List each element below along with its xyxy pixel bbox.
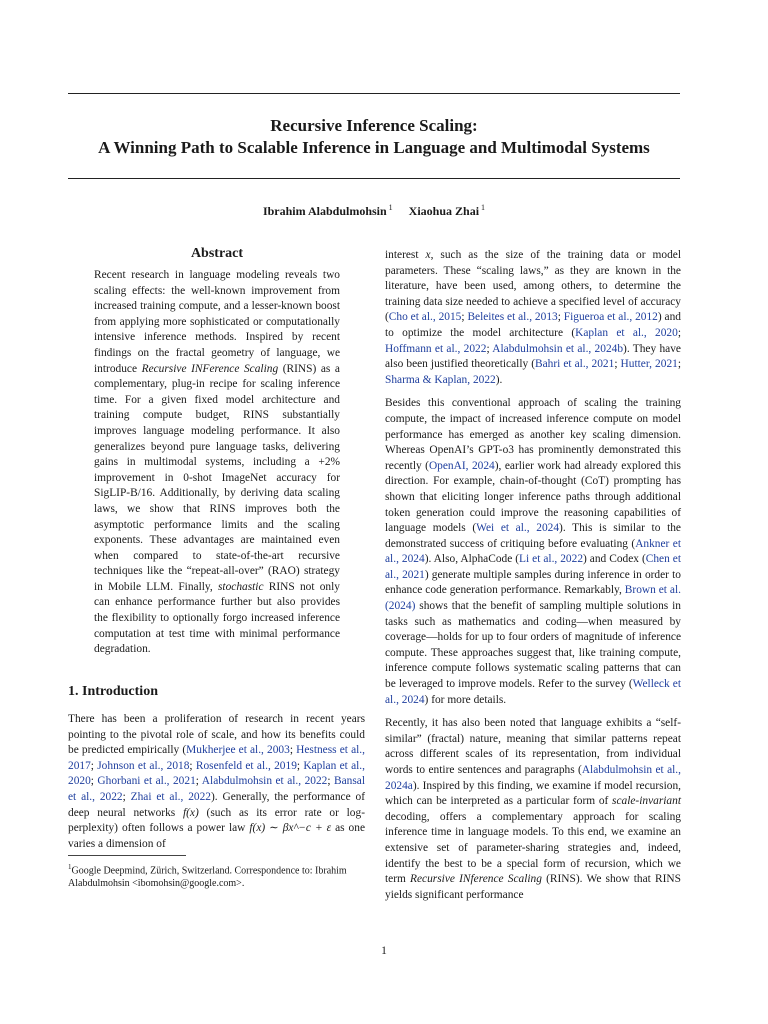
top-rule <box>68 93 680 94</box>
citation-link[interactable]: Kaplan et al., 2020 <box>68 759 366 788</box>
citation-link[interactable]: Bahri et al., 2021 <box>535 358 615 371</box>
citation-link[interactable]: OpenAI, 2024 <box>428 459 495 472</box>
citation-link[interactable]: Alabdulmohsin et al., 2024b <box>492 342 624 355</box>
citation-link[interactable]: Li et al., 2022 <box>519 553 584 566</box>
abstract-body: Recent research in language modeling reveals two scaling effects: the well-known improvement from increased training compute, and a lesser-known boost from applying more sophisticated or computationally intensive inference methods. Inspired by recent findings on the fractal geometry of language, we introduce Recursive INFerence Scaling (RINS) as a complementary, plug-in recipe for scaling inference time. For a given fixed model architecture and training compute budget, RINS substantially improves language modeling performance. It also generalizes beyond pure language tasks, delivering gains in multimodal systems, including a +2% improvement in 0-shot ImageNet accuracy for SigLIP-B/16. Additionally, by deriving data scaling laws, we show that RINS improves both the asymptotic performance limits and the scaling exponents. These advantages are maintained even when compared to state-of-the-art recursive techniques like the “repeat-all-over” (RAO) strategy in Mobile LLM. Finally, stochastic RINS not only can enhance performance further but also provides the flexibility to optionally forgo increased inference computation at test time with minimal performance degradation. <box>94 269 340 656</box>
citation-link[interactable]: Johnson et al., 2018 <box>97 759 190 772</box>
citation-link[interactable]: Wei et al., 2024 <box>476 522 560 535</box>
paragraph: Besides this conventional approach of scaling the training compute, the impact of increased inference compute on model performance has emerged as another key scaling dimension. Whereas OpenAI’s GPT-o3 has prominently demonstrated this recently (OpenAI, 2024), earlier work had already explored this direction. For example, chain-of-thought (CoT) prompting has shown that eliciting longer inference paths through additional token generation could improve the reasoning capabilities of language models (Wei et al., 2024). This is similar to the demonstrated success of critiquing before evaluating (Ankner et al., 2024). Also, AlphaCode (Li et al., 2022) and Codex (Chen et al., 2021) generate multiple samples during inference in order to enhance code generation performance. Remarkably, Brown et al. (2024) shows that the benefit of sampling multiple solutions in tasks such as mathematics and coding—when measured by coverage—holds for up to four orders of magnitude of inference compute. These approaches suggest that, like training compute, inference compute follows systematic scaling patterns that can be leveraged to improve models. Refer to the survey (Welleck et al., 2024) for more details. <box>385 397 681 706</box>
citation-link[interactable]: Sharma & Kaplan, 2022 <box>385 373 496 386</box>
paper-title-line1: Recursive Inference Scaling: <box>270 116 478 135</box>
citation-link[interactable]: Chen et al., 2021 <box>385 553 681 581</box>
citation-link[interactable]: Beleites et al., 2013 <box>467 311 558 324</box>
citation-link[interactable]: Brown et al. (2024) <box>385 584 681 613</box>
footnote: $^1$Google Deepmind, Zürich, Switzerland. Correspondence to: Ibrahim Alabdulmohsin <ibomohsin@google.com>. <box>68 863 347 890</box>
bottom-rule <box>68 178 680 179</box>
citation-link[interactable]: Rosenfeld et al., 2019 <box>195 759 297 772</box>
citation-link[interactable]: Hestness et al., 2017 <box>68 744 365 772</box>
abstract-heading: Abstract <box>190 246 244 261</box>
citation-link[interactable]: Alabdulmohsin et al., 2022 <box>201 775 328 788</box>
author-affiliation: 1 <box>481 203 486 212</box>
citation-link[interactable]: Figueroa et al., 2012 <box>563 311 658 324</box>
paragraph: Recently, it has also been noted that language exhibits a “self-similar” (fractal) nature, meaning that similar patterns repeat across different scales of its representation, from individual words to entire sentences and paragraphs (Alabdulmohsin et al., 2024a). Inspired by this finding, we examine if model recursion, which can be interpreted as a particular form of scale-invariant decoding, offers a complementary approach for scaling inference time in language models. To this end, we examine an extensive set of parameter-sharing strategies and, indeed, identify the best to be a special form of recursion, which we term Recursive INference Scaling (RINS). We show that RINS yields significant performance <box>385 717 681 901</box>
right-column-body <box>385 248 681 911</box>
paragraph: interest x, such as the size of the training data or model parameters. These “scaling laws,” as they are known in the literature, have been used, among others, to determine the training data size needed to achieve a specified level of accuracy (Cho et al., 2015; Beleites et al., 2013; Figueroa et al., 2012) and to optimize the model architecture (Kaplan et al., 2020; Hoffmann et al., 2022; Alabdulmohsin et al., 2024b). They have also been justified theoretically (Bahri et al., 2021; Hutter, 2021; Sharma & Kaplan, 2022). <box>385 249 682 386</box>
paper-title-line2: A Winning Path to Scalable Inference in Language and Multimodal Systems <box>98 138 650 157</box>
author-name: Xiaohua Zhai <box>408 204 480 218</box>
citation-link[interactable]: Ghorbani et al., 2021 <box>97 775 196 788</box>
introduction-body: There has been a proliferation of research in recent years pointing to the pivotal role of scale, and how its benefits could be predicted empirically (Mukherjee et al., 2003; Hestness et al., 2017; Johnson et al., 2018; Rosenfeld et al., 2019; Kaplan et al., 2020; Ghorbani et al., 2021; Alabdulmohsin et al., 2022; Bansal et al., 2022; Zhai et al., 2022). Generally, the performance of deep neural networks f(x) (such as its error rate or log-perplexity) often follows a power law f(x) ∼ βx^−c + ε as one varies a dimension of <box>68 713 366 850</box>
author-list <box>68 203 680 219</box>
citation-link[interactable]: Mukherjee et al., 2003 <box>186 744 290 757</box>
page-number: 1 <box>381 945 387 957</box>
citation-link[interactable]: Hutter, 2021 <box>620 358 678 371</box>
citation-link[interactable]: Cho et al., 2015 <box>388 311 462 324</box>
citation-link[interactable]: Hoffmann et al., 2022 <box>385 342 487 355</box>
author-affiliation: 1 <box>388 203 393 212</box>
citation-link[interactable]: Bansal et al., 2022 <box>68 775 366 803</box>
citation-link[interactable]: Welleck et al., 2024 <box>385 678 681 706</box>
citation-link[interactable]: Alabdulmohsin et al., 2024a <box>385 764 681 792</box>
citation-link[interactable]: Zhai et al., 2022 <box>130 790 211 803</box>
introduction-heading: 1. Introduction <box>68 684 158 699</box>
citation-link[interactable]: Kaplan et al., 2020 <box>575 326 678 339</box>
author-name: Ibrahim Alabdulmohsin <box>262 204 387 218</box>
footnote-rule <box>68 855 186 856</box>
citation-link[interactable]: Ankner et al., 2024 <box>385 537 681 566</box>
